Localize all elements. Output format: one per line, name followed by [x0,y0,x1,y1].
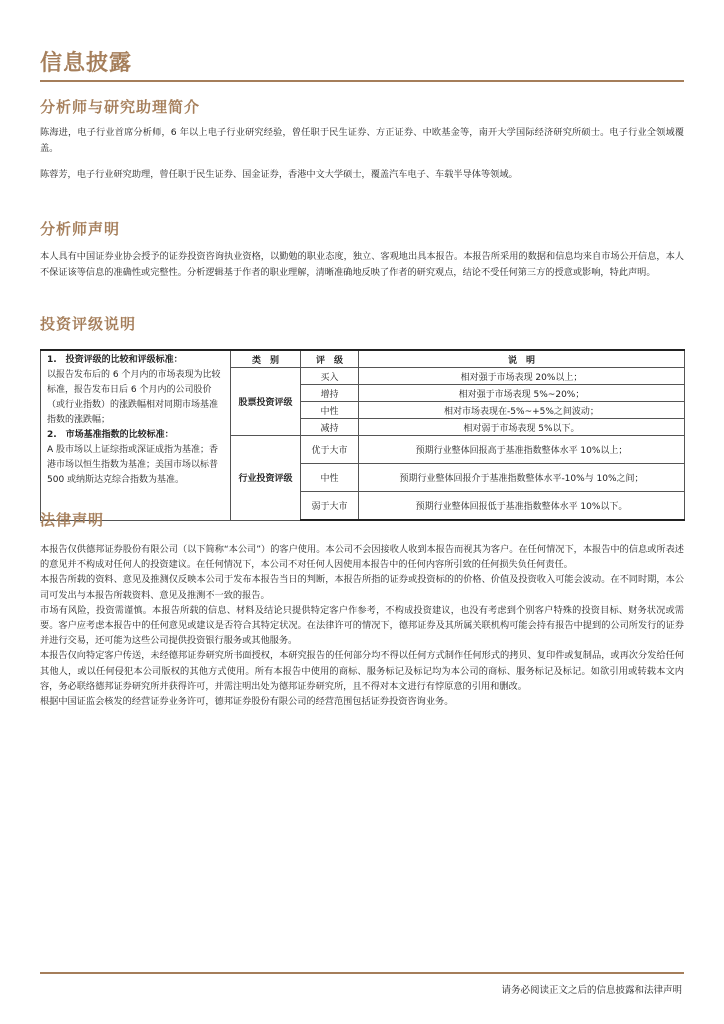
industry-rating-category: 行业投资评级 [231,436,301,521]
stock-desc: 相对强于市场表现 20%以上； [359,368,685,385]
rating-table [40,349,685,521]
legal-paragraph: 本报告仅向特定客户传送，未经德邦证券研究所书面授权，本研究报告的任何部分均不得以任何方式制作任何形式的拷贝、复印件或复制品，或再次分发给任何其他人，或以任何侵犯本公司版权的其他方式使用。所有本报告中使用的商标、服务标记及标记均为本公司的商标、服务标记及标记。如欲引用或转载本文内容，务必联络德邦证券研究所并获得许可，并需注明出处为德邦证券研究所，且不得对本文进行有悖原意的引用和删改。 [40,650,684,692]
stock-desc: 相对强于市场表现 5%~20%； [359,385,685,402]
analyst-statement-body: 本人具有中国证券业协会授予的证券投资咨询执业资格，以勤勉的职业态度，独立、客观地出具本报告。本报告所采用的数据和信息均来自市场公开信息，本人不保证该等信息的准确性或完整性。分析逻辑基于作者的职业理解，清晰准确地反映了作者的研究观点，结论不受任何第三方的授意或影响，特此声明。 [40,251,684,278]
footer-note: 请务必阅读正文之后的信息披露和法律声明 [501,985,682,996]
header-grade: 评 级 [301,350,359,368]
header-desc: 说 明 [359,350,685,368]
industry-grade: 弱于大市 [301,492,359,521]
analyst-intro-p1: 陈海进，电子行业首席分析师，6 年以上电子行业研究经验，曾任职于民生证券、方正证券、中欧基金等，南开大学国际经济研究所硕士。电子行业全领域覆盖。 [40,127,684,154]
industry-desc: 预期行业整体回报介于基准指数整体水平-10%与 10%之间； [359,464,685,492]
analyst-intro-body [40,125,684,183]
criteria-item1-title: 1. 投资评级的比较和评级标准： [47,355,183,365]
legal-body [40,542,684,709]
title-divider [40,80,684,82]
stock-rating-category: 股票投资评级 [231,368,301,436]
legal-paragraph: 根据中国证监会核发的经营证券业务许可，德邦证券股份有限公司的经营范围包括证券投资咨询业务。 [40,696,454,708]
analyst-intro-p2: 陈蓉芳，电子行业研究助理，曾任职于民生证券、国金证券，香港中文大学硕士，覆盖汽车电子、车载半导体等领域。 [40,169,518,180]
legal-paragraph: 本报告仅供德邦证券股份有限公司（以下简称“本公司”）的客户使用。本公司不会因接收人收到本报告而视其为客户。在任何情况下，本报告中的信息或所表述的意见并不构成对任何人的投资建议。在任何情况下，本公司不对任何人因使用本报告中的任何内容所引致的任何损失负任何责任。 [40,544,684,571]
legal-paragraph: 市场有风险，投资需谨慎。本报告所载的信息、材料及结论只提供特定客户作参考，不构成投资建议，也没有考虑到个别客户特殊的投资目标、财务状况或需要。客户应考虑本报告中的任何意见或建议是否符合其特定状况。在法律许可的情况下，德邦证券及其所属关联机构可能会持有报告中提到的公司所发行的证券并进行交易，还可能为这些公司提供投资银行服务或其他服务。 [40,604,684,647]
rating-heading: 投资评级说明 [40,315,137,333]
stock-desc: 相对市场表现在-5%~+5%之间波动； [359,402,685,419]
rating-criteria-cell [41,350,231,520]
industry-desc: 预期行业整体回报低于基准指数整体水平 10%以下。 [359,492,685,521]
criteria-item1-body: 以报告发布后的 6 个月内的市场表现为比较标准，报告发布日后 6 个月内的公司股价（或行业指数）的涨跌幅相对同期市场基准指数的涨跌幅； [47,370,221,425]
page-title: 信息披露 [40,50,133,76]
criteria-item2-body: A 股市场以上证综指或深证成指为基准；香港市场以恒生指数为基准；美国市场以标普 500 或纳斯达克综合指数为基准。 [47,445,219,485]
industry-grade: 中性 [301,464,359,492]
criteria-item2-title: 2. 市场基准指数的比较标准： [47,430,174,440]
stock-grade: 减持 [301,419,359,436]
analyst-intro-heading: 分析师与研究助理简介 [40,98,201,116]
industry-grade: 优于大市 [301,436,359,464]
stock-grade: 买入 [301,368,359,385]
legal-heading: 法律声明 [40,511,105,529]
industry-desc: 预期行业整体回报高于基准指数整体水平 10%以上； [359,436,685,464]
stock-desc: 相对弱于市场表现 5%以下。 [359,419,685,436]
footer-divider [40,972,684,974]
header-type: 类 别 [231,350,301,368]
legal-paragraph: 本报告所载的资料、意见及推测仅反映本公司于发布本报告当日的判断，本报告所指的证券或投资标的的价格、价值及投资收入可能会波动。在不同时期，本公司可发出与本报告所载资料、意见及推测不一致的报告。 [40,574,684,601]
stock-grade: 中性 [301,402,359,419]
stock-grade: 增持 [301,385,359,402]
analyst-statement-heading: 分析师声明 [40,220,121,238]
